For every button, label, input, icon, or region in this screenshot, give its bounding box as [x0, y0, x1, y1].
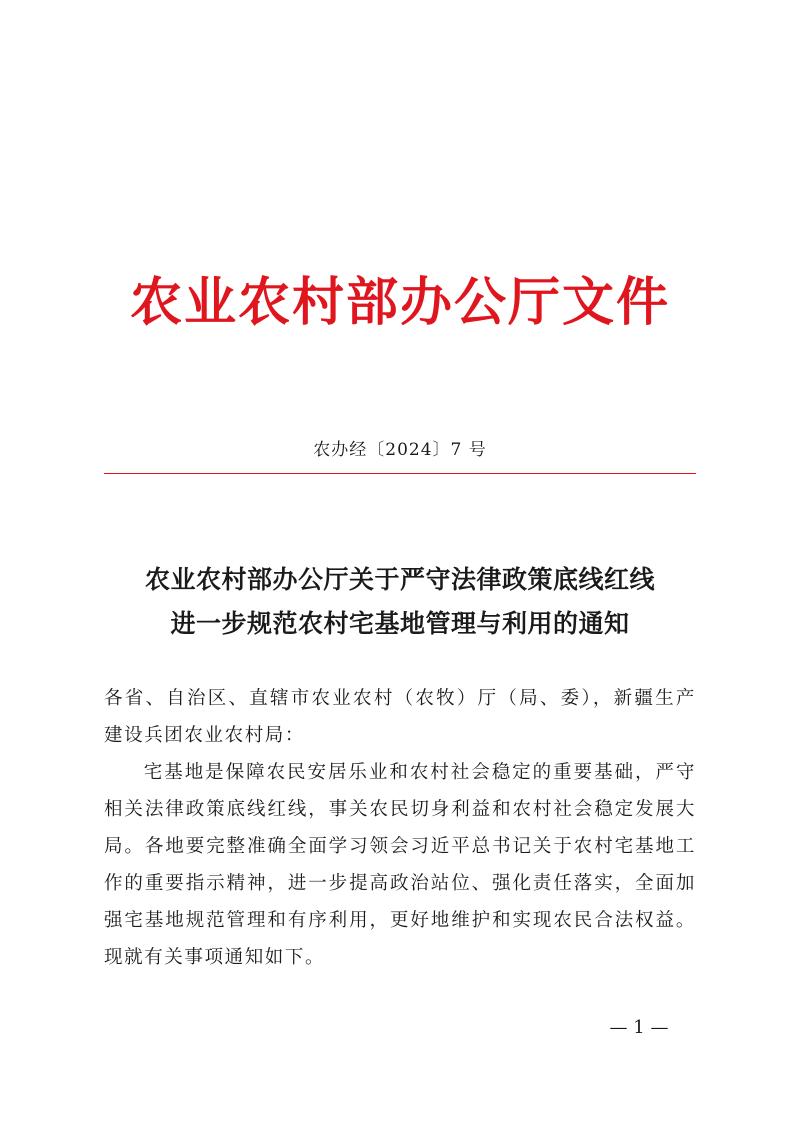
notice-title [104, 558, 696, 646]
notice-body [104, 680, 696, 976]
salutation: 各省、自治区、直辖市农业农村（农牧）厅（局、委），新疆生产建设兵团农业农村局： [104, 688, 696, 746]
notice-title-line-2: 进一步规范农村宅基地管理与利用的通知 [170, 609, 630, 638]
page-number: — 1 — [609, 1017, 669, 1038]
notice-title-line-1: 农业农村部办公厅关于严守法律政策底线红线 [144, 565, 655, 594]
red-divider-line [104, 473, 696, 474]
body-paragraph: 宅基地是保障农民安居乐业和农村社会稳定的重要基础，严守相关法律政策底线红线，事关农民切身利益和农村社会稳定发展大局。各地要完整准确全面学习领会习近平总书记关于农村宅基地工作的重要指示精神，进一步提高政治站位、强化责任落实，全面加强宅基地规范管理和有序利用，更好地维护和实现农民合法权益。现就有关事项通知如下。 [104, 762, 696, 968]
document-number: 农办经〔2024〕7 号 [313, 440, 487, 460]
issuing-authority-header: 农业农村部办公厅文件 [129, 272, 670, 333]
